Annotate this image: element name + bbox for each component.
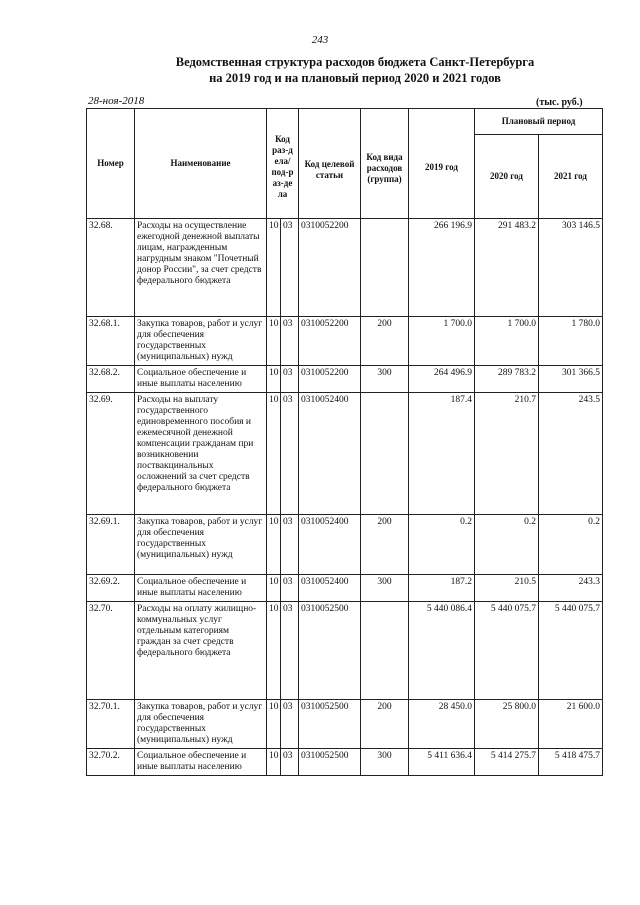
- header-2021: 2021 год: [539, 135, 603, 219]
- title-line-1: Ведомственная структура расходов бюджета Санкт-Петербурга: [175, 55, 535, 69]
- row-subsection: 03: [281, 366, 299, 393]
- row-value-2019: 5 411 636.4: [409, 749, 475, 776]
- page-number: 243: [311, 34, 329, 46]
- row-expense-type: 300: [361, 749, 409, 776]
- row-name: Расходы на осуществление ежегодной денежной выплаты лицам, награжденным нагрудным знаком "Почетный донор России", за счет средств федерального бюджета: [135, 219, 267, 317]
- row-name: Закупка товаров, работ и услуг для обеспечения государственных (муниципальных) нужд: [135, 700, 267, 749]
- row-expense-type: [361, 219, 409, 317]
- row-value-2021: 5 440 075.7: [539, 602, 603, 700]
- row-value-2021: 5 418 475.7: [539, 749, 603, 776]
- row-number: 32.70.1.: [87, 700, 135, 749]
- row-name: Социальное обеспечение и иные выплаты населению: [135, 366, 267, 393]
- row-target: 0310052500: [299, 700, 361, 749]
- row-value-2019: 28 450.0: [409, 700, 475, 749]
- table-row: [87, 575, 603, 602]
- table-row: [87, 515, 603, 575]
- row-value-2020: 291 483.2: [475, 219, 539, 317]
- row-section: 10: [267, 575, 281, 602]
- row-value-2020: 1 700.0: [475, 317, 539, 366]
- row-value-2021: 0.2: [539, 515, 603, 575]
- header-expense-type-text: Код вида расходов (группа): [366, 152, 403, 184]
- row-subsection: 03: [281, 700, 299, 749]
- row-section: 10: [267, 219, 281, 317]
- row-section: 10: [267, 515, 281, 575]
- row-section: 10: [267, 700, 281, 749]
- header-expense-type: [361, 109, 409, 219]
- row-value-2019: 266 196.9: [409, 219, 475, 317]
- header-section-text: Код раз-дела/ под-раз-дела: [271, 133, 294, 199]
- row-value-2020: 0.2: [475, 515, 539, 575]
- row-target: 0310052500: [299, 602, 361, 700]
- header-target-text: Код целевой статьи: [304, 158, 355, 180]
- row-expense-type: 200: [361, 317, 409, 366]
- header-2019: [409, 109, 475, 219]
- row-section: 10: [267, 749, 281, 776]
- header-row-1: [87, 109, 603, 135]
- row-number: 32.69.1.: [87, 515, 135, 575]
- table-row: [87, 393, 603, 515]
- row-name: Закупка товаров, работ и услуг для обеспечения государственных (муниципальных) нужд: [135, 515, 267, 575]
- table-row: [87, 317, 603, 366]
- row-value-2019: 0.2: [409, 515, 475, 575]
- header-section: [267, 109, 299, 219]
- row-value-2021: 303 146.5: [539, 219, 603, 317]
- row-value-2021: 1 780.0: [539, 317, 603, 366]
- row-value-2019: 264 496.9: [409, 366, 475, 393]
- row-subsection: 03: [281, 317, 299, 366]
- row-expense-type: [361, 393, 409, 515]
- header-name: Наименование: [135, 109, 267, 219]
- row-number: 32.68.2.: [87, 366, 135, 393]
- row-target: 0310052400: [299, 393, 361, 515]
- row-name: Социальное обеспечение и иные выплаты населению: [135, 749, 267, 776]
- row-value-2020: 5 414 275.7: [475, 749, 539, 776]
- row-section: 10: [267, 317, 281, 366]
- document-date: 28-ноя-2018: [88, 95, 145, 107]
- row-name: Расходы на оплату жилищно-коммунальных услуг отдельным категориям граждан за счет средств федерального бюджета: [135, 602, 267, 700]
- row-number: 32.68.1.: [87, 317, 135, 366]
- row-value-2020: 5 440 075.7: [475, 602, 539, 700]
- row-number: 32.69.: [87, 393, 135, 515]
- budget-table: [86, 108, 603, 776]
- row-target: 0310052200: [299, 219, 361, 317]
- row-value-2020: 25 800.0: [475, 700, 539, 749]
- row-value-2019: 187.4: [409, 393, 475, 515]
- title-line-2: на 2019 год и на плановый период 2020 и 2021 годов: [209, 71, 501, 85]
- row-value-2019: 187.2: [409, 575, 475, 602]
- row-section: 10: [267, 393, 281, 515]
- row-subsection: 03: [281, 393, 299, 515]
- row-value-2021: 21 600.0: [539, 700, 603, 749]
- row-target: 0310052200: [299, 317, 361, 366]
- row-subsection: 03: [281, 602, 299, 700]
- row-value-2020: 210.7: [475, 393, 539, 515]
- row-expense-type: 300: [361, 575, 409, 602]
- row-section: 10: [267, 366, 281, 393]
- header-target: [299, 109, 361, 219]
- table-row: [87, 749, 603, 776]
- units-label: (тыс. руб.): [536, 97, 583, 108]
- row-number: 32.70.: [87, 602, 135, 700]
- row-number: 32.68.: [87, 219, 135, 317]
- row-name: Закупка товаров, работ и услуг для обеспечения государственных (муниципальных) нужд: [135, 317, 267, 366]
- row-subsection: 03: [281, 515, 299, 575]
- row-value-2021: 243.3: [539, 575, 603, 602]
- row-subsection: 03: [281, 219, 299, 317]
- row-section: 10: [267, 602, 281, 700]
- row-target: 0310052400: [299, 515, 361, 575]
- row-expense-type: 200: [361, 700, 409, 749]
- row-name: Расходы на выплату государственного единовременного пособия и ежемесячной денежной компенсации гражданам при возникновении поствакцинальных осложнений за счет средств федерального бюджета: [135, 393, 267, 515]
- row-subsection: 03: [281, 575, 299, 602]
- header-planned: Плановый период: [475, 109, 603, 135]
- row-value-2019: 5 440 086.4: [409, 602, 475, 700]
- header-number: Номер: [87, 109, 135, 219]
- row-subsection: 03: [281, 749, 299, 776]
- row-expense-type: 200: [361, 515, 409, 575]
- row-name: Социальное обеспечение и иные выплаты населению: [135, 575, 267, 602]
- row-value-2019: 1 700.0: [409, 317, 475, 366]
- table-row: [87, 366, 603, 393]
- row-value-2021: 301 366.5: [539, 366, 603, 393]
- row-number: 32.69.2.: [87, 575, 135, 602]
- row-expense-type: 300: [361, 366, 409, 393]
- row-value-2020: 210.5: [475, 575, 539, 602]
- table-row: [87, 602, 603, 700]
- document-title: [120, 54, 590, 86]
- row-value-2021: 243.5: [539, 393, 603, 515]
- row-number: 32.70.2.: [87, 749, 135, 776]
- row-target: 0310052200: [299, 366, 361, 393]
- table-row: [87, 219, 603, 317]
- row-target: 0310052500: [299, 749, 361, 776]
- table-row: [87, 700, 603, 749]
- row-target: 0310052400: [299, 575, 361, 602]
- row-value-2020: 289 783.2: [475, 366, 539, 393]
- row-expense-type: [361, 602, 409, 700]
- header-2019-text: 2019 год: [425, 162, 458, 172]
- header-2020: 2020 год: [475, 135, 539, 219]
